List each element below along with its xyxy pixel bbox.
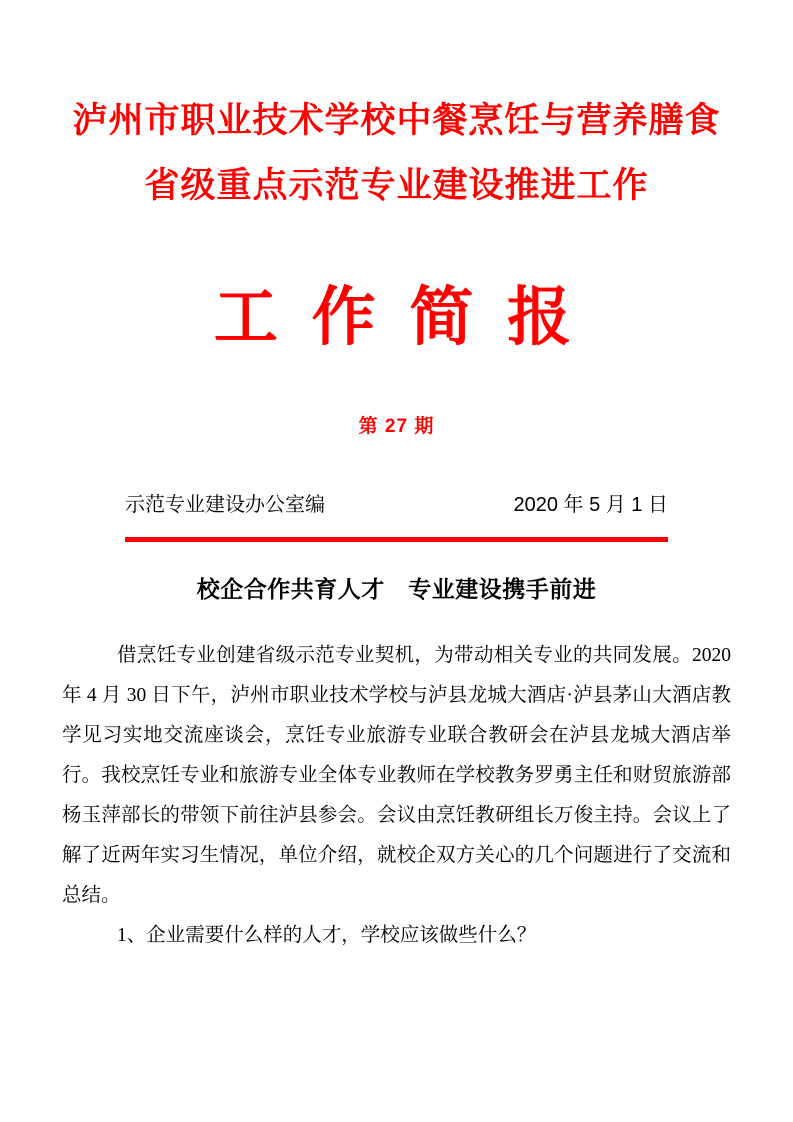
red-divider-line [125, 537, 668, 542]
article-body [62, 636, 731, 956]
article-paragraph: 借烹饪专业创建省级示范专业契机，为带动相关专业的共同发展。2020 年 4 月 30 日下午，泸州市职业技术学校与泸县龙城大酒店·泸县茅山大酒店教学见习实地交流座谈会，烹饪专业旅游专业联合教研会在泸县龙城大酒店举行。我校烹饪专业和旅游专业全体专业教师在学校教务罗勇主任和财贸旅游部杨玉萍部长的带领下前往泸县参会。会议由烹饪教研组长万俊主持。会议上了解了近两年实习生情况，单位介绍，就校企双方关心的几个问题进行了交流和总结。 [62, 645, 731, 906]
article-heading: 校企合作共育人才 专业建设携手前进 [196, 576, 597, 602]
editor-label: 示范专业建设办公室编 [125, 494, 325, 516]
publish-date: 2020 年 5 月 1 日 [513, 494, 668, 516]
issue-number: 第 27 期 [358, 416, 435, 437]
meta-row [125, 492, 668, 519]
document-title [0, 0, 793, 218]
document-title-line-1: 泸州市职业技术学校中餐烹饪与营养膳食 [72, 101, 721, 140]
bulletin-masthead: 工 作 简 报 [213, 281, 580, 353]
article-paragraph: 1、企业需要什么样的人才，学校应该做些什么？ [117, 925, 537, 946]
document-title-line-2: 省级重点示范专业建设推进工作 [144, 166, 649, 205]
